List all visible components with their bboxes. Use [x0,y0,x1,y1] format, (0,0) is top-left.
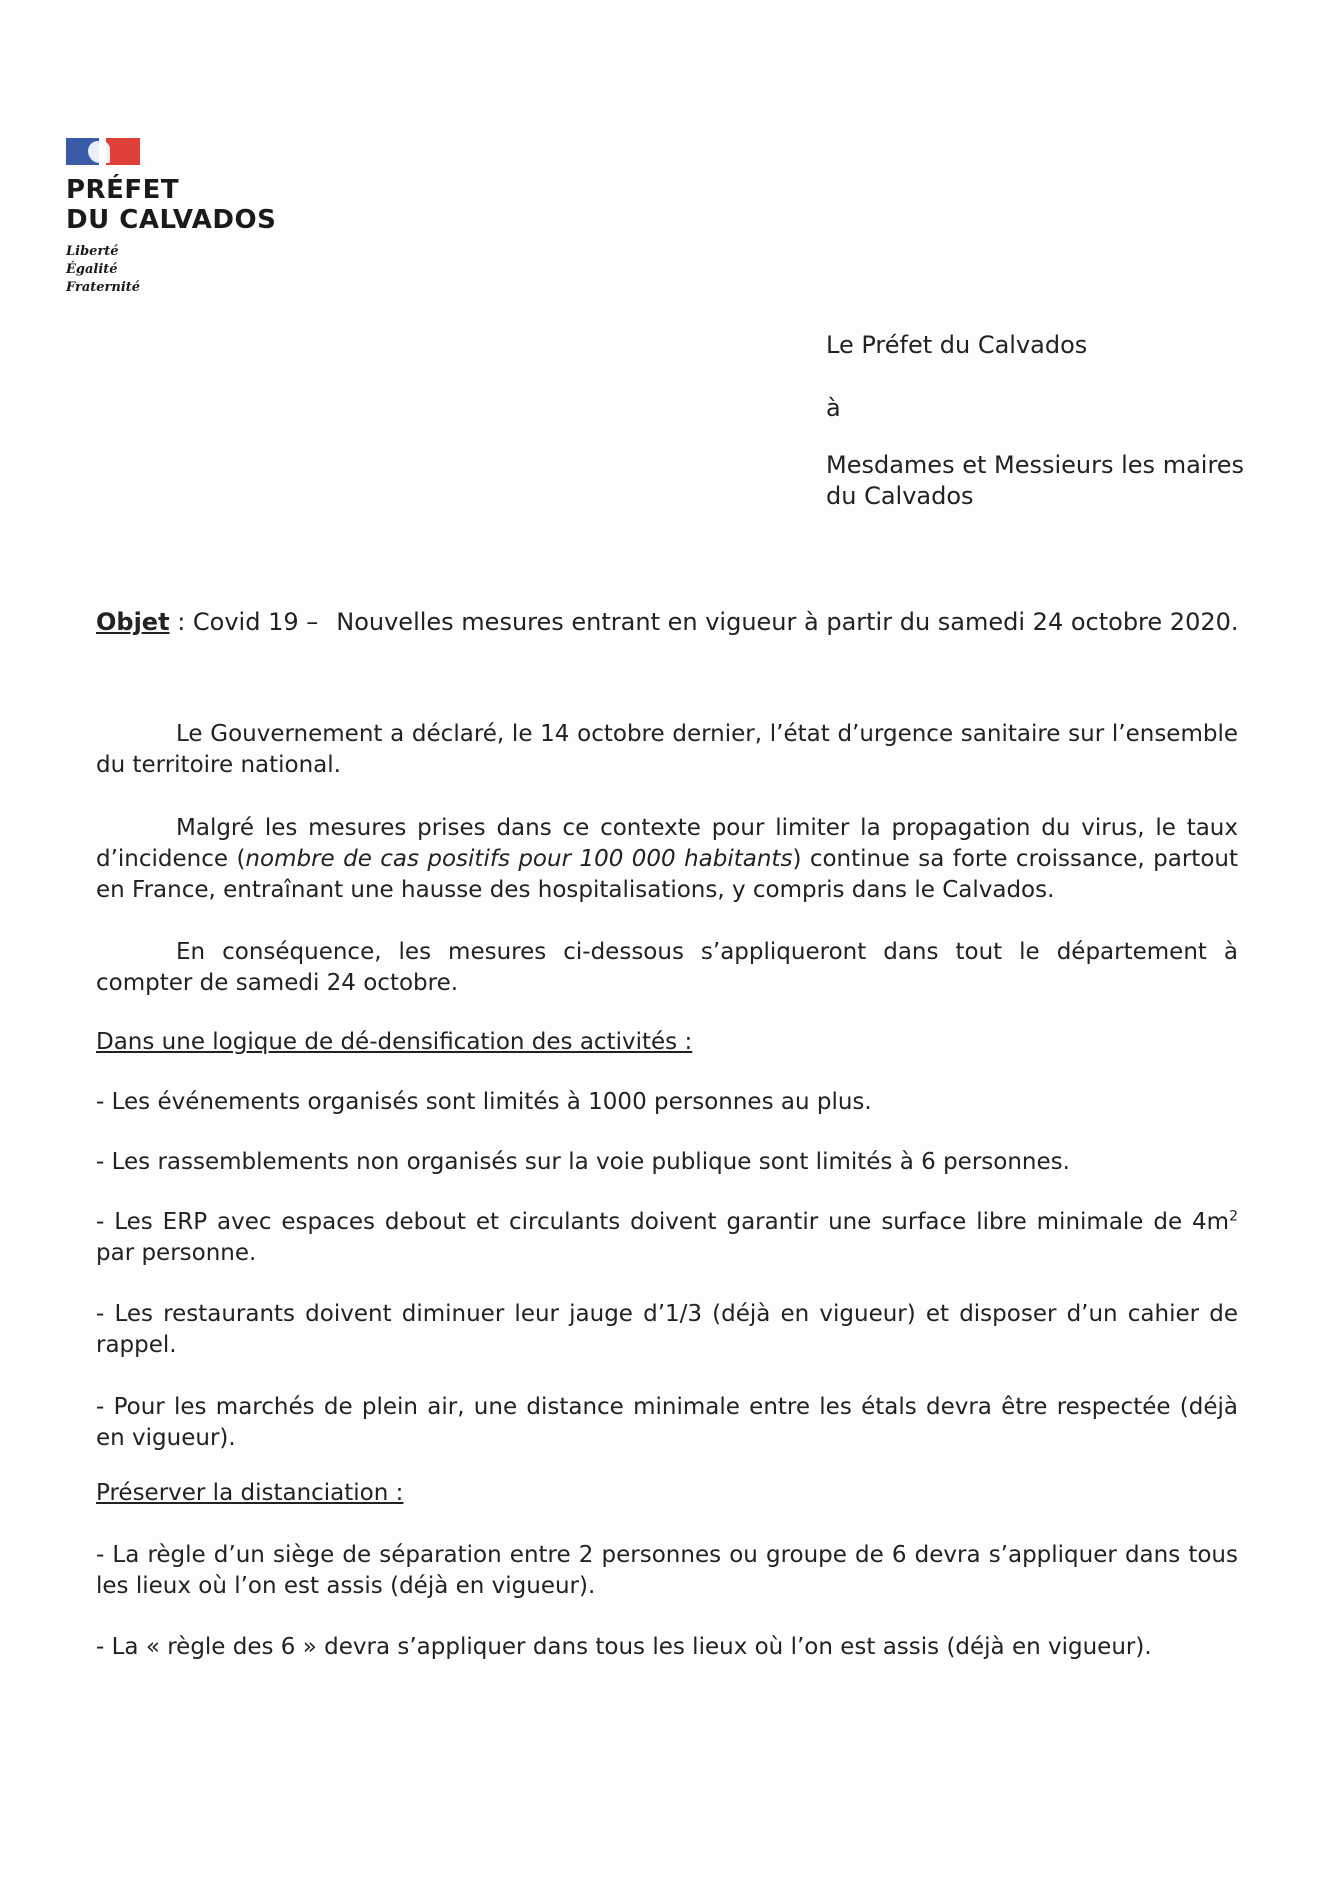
sender: Le Préfet du Calvados [826,331,1088,359]
section-heading-distanciation: Préserver la distanciation : [96,1480,404,1506]
motto-fraternite: Fraternité [66,280,141,295]
paragraph-3: En conséquence, les mesures ci-dessous s’appliqueront dans tout le département à compter de samedi 24 octobre. [96,939,1238,996]
measure-item-restaurants: - Les restaurants doivent diminuer leur jauge d’1/3 (déjà en vigueur) et disposer d’un cahier de rappel. [96,1301,1238,1358]
subject-line [96,607,1239,638]
section-heading-densification: Dans une logique de dé-densification des activités : [96,1029,693,1055]
measure-item-gatherings: - Les rassemblements non organisés sur la voie publique sont limités à 6 personnes. [96,1149,1070,1175]
prefecture-logo [66,138,326,297]
measure-erp-text: - Les ERP avec espaces debout et circulants doivent garantir une surface libre minimale de 4m [96,1209,1230,1235]
measure-item-markets: - Pour les marchés de plein air, une distance minimale entre les étals devra être respectée (déjà en vigueur). [96,1394,1238,1451]
measure-item-seat-rule: - La règle d’un siège de séparation entre 2 personnes ou groupe de 6 devra s’appliquer dans tous les lieux où l’on est assis (déjà en vigueur). [96,1542,1238,1599]
measure-item-erp [96,1207,1238,1269]
measure-erp-end: par personne. [96,1240,257,1266]
measure-item-rule-of-six: - La « règle des 6 » devra s’appliquer dans tous les lieux où l’on est assis (déjà en vigueur). [96,1634,1152,1660]
paragraph-1: Le Gouvernement a déclaré, le 14 octobre dernier, l’état d’urgence sanitaire sur l’ensemble du territoire national. [96,721,1238,778]
paragraph-2-start: Malgré les mesures prises dans ce contexte pour limiter la propagation du virus, le taux d’incidence ( [96,815,1238,872]
measure-erp-sup: 2 [1229,1208,1238,1225]
republic-motto [66,243,326,297]
motto-egalite: Égalité [66,262,118,277]
subject-label: Objet [96,608,170,636]
recipient [826,450,1244,512]
recipient-line2: du Calvados [826,482,974,510]
subject-topic: : Covid 19 – [169,608,319,636]
recipient-line1: Mesdames et Messieurs les maires [826,451,1245,479]
logo-title-line2: DU CALVADOS [66,205,277,235]
paragraph-2-end: ) continue sa forte croissance, partout en France, entraînant une hausse des hospitalisations, y compris dans le Calvados. [96,846,1238,903]
paragraph-2 [96,813,1238,906]
motto-liberte: Liberté [66,244,119,259]
subject-text: Nouvelles mesures entrant en vigueur à partir du samedi 24 octobre 2020. [336,608,1239,636]
paragraph-2-italic: nombre de cas positifs pour 100 000 habitants [245,846,793,872]
measure-item-events: - Les événements organisés sont limités à 1000 personnes au plus. [96,1089,872,1115]
logo-title-line1: PRÉFET [66,175,180,205]
address-to-word: à [826,394,841,422]
marianne-flag-icon [66,138,140,165]
